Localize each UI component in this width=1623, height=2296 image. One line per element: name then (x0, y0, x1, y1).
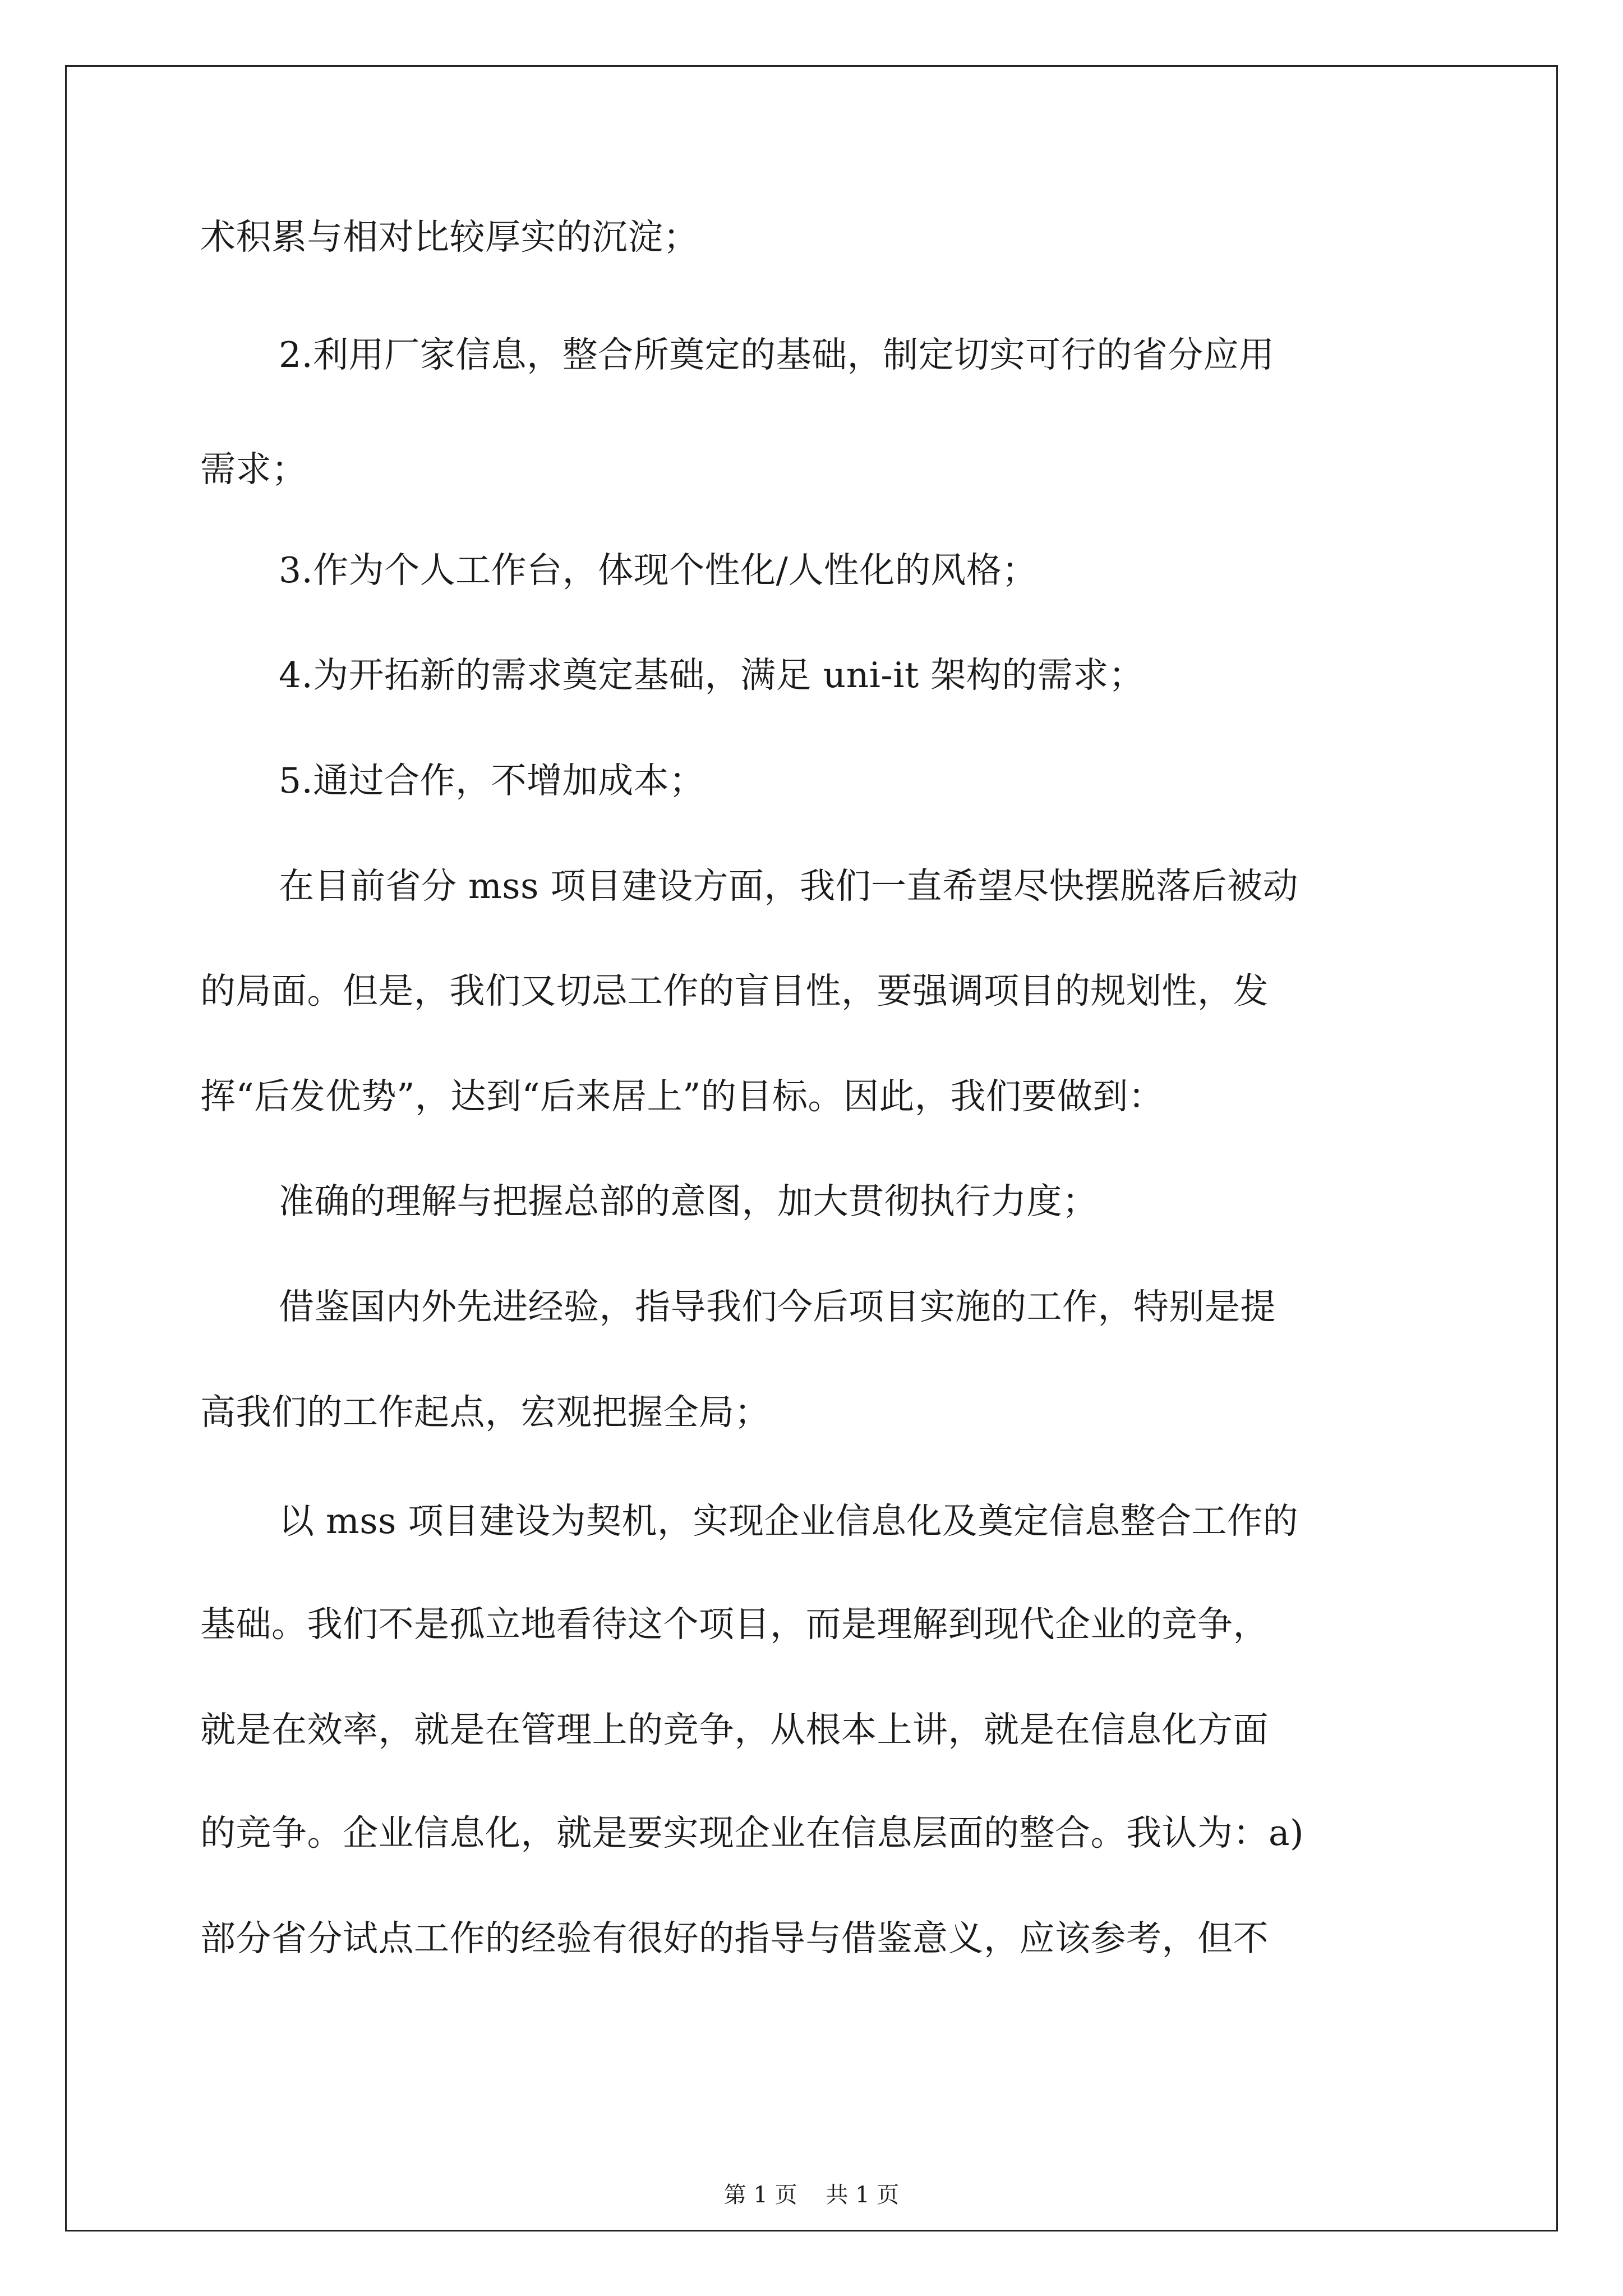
text-line-4: 3.作为个人工作台，体现个性化/人性化的风格； (279, 550, 1038, 591)
text-line-7: 在目前省分 mss 项目建设方面，我们一直希望尽快摆脱落后被动 (279, 866, 1298, 907)
text-line-5: 4.为开拓新的需求奠定基础，满足 uni-it 架构的需求； (279, 655, 1145, 696)
text-line-16: 的竞争。企业信息化，就是要实现企业在信息层面的整合。我认为：a) (200, 1812, 1304, 1853)
text-line-11: 借鉴国内外先进经验，指导我们今后项目实施的工作，特别是提 (279, 1286, 1276, 1327)
page-border (65, 65, 1558, 2231)
page-footer: 第 1 页 共 1 页 (723, 2182, 900, 2208)
text-line-15: 就是在效率，就是在管理上的竞争，从根本上讲，就是在信息化方面 (200, 1709, 1269, 1750)
text-line-10: 准确的理解与把握总部的意图，加大贯彻执行力度； (279, 1181, 1098, 1222)
text-line-1: 术积累与相对比较厚实的沉淀； (200, 217, 699, 257)
text-line-17: 部分省分试点工作的经验有很好的指导与借鉴意义，应该参考，但不 (200, 1918, 1269, 1959)
text-line-2: 2.利用厂家信息，整合所奠定的基础，制定切实可行的省分应用 (279, 334, 1275, 375)
text-line-14: 基础。我们不是孤立地看待这个项目，而是理解到现代企业的竞争， (200, 1604, 1269, 1645)
text-line-13: 以 mss 项目建设为契机，实现企业信息化及奠定信息整合工作的 (279, 1501, 1298, 1542)
text-line-3: 需求； (200, 449, 307, 490)
text-line-9: 挥“后发优势”，达到“后来居上”的目标。因此，我们要做到： (200, 1076, 1164, 1117)
text-line-6: 5.通过合作，不增加成本； (279, 760, 705, 801)
text-line-8: 的局面。但是，我们又切忌工作的盲目性，要强调项目的规划性，发 (200, 970, 1269, 1011)
text-line-12: 高我们的工作起点，宏观把握全局； (200, 1392, 770, 1433)
